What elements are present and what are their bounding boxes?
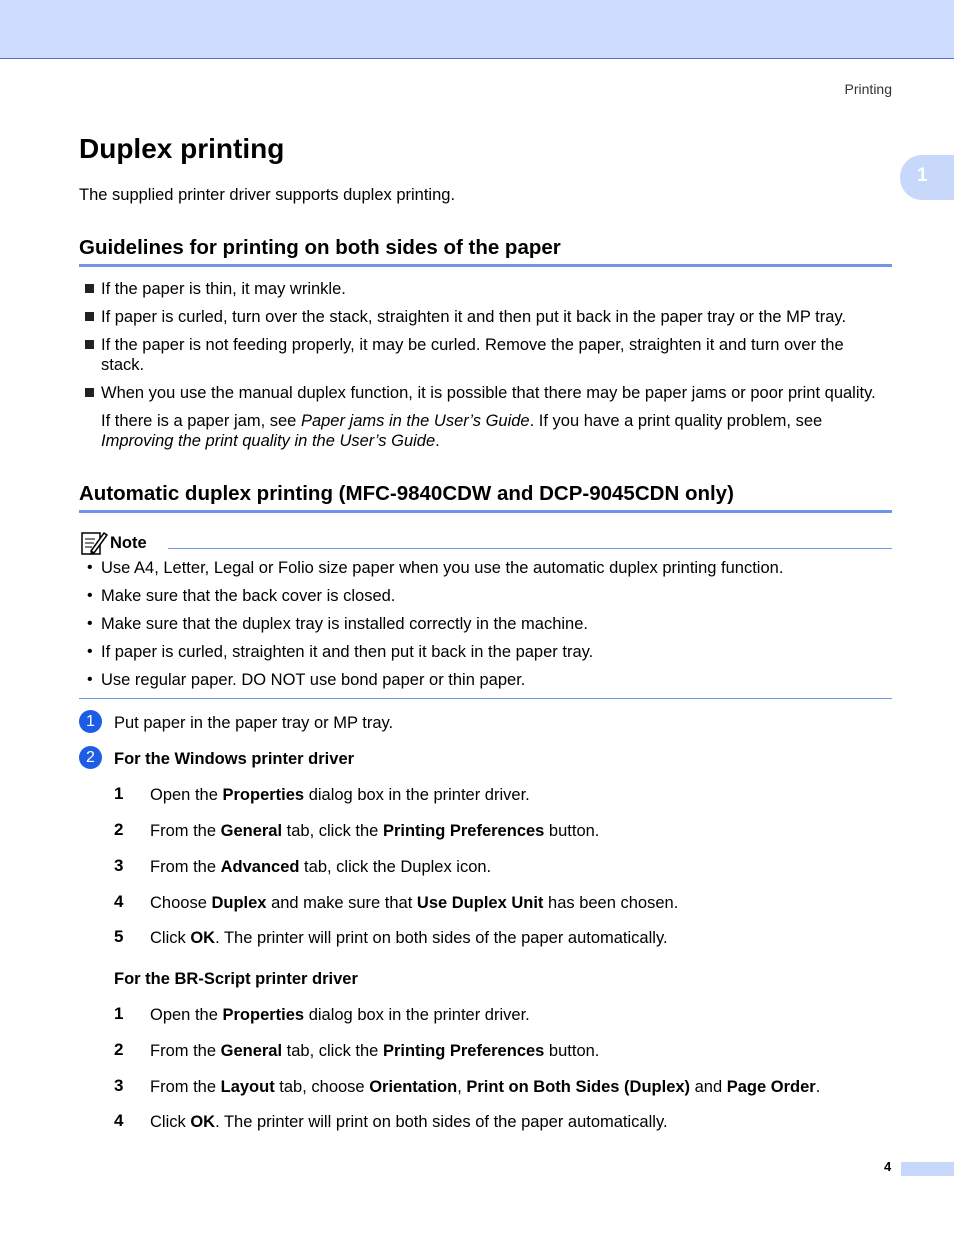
automatic-rule bbox=[79, 510, 892, 513]
guideline-item: If the paper is thin, it may wrinkle. bbox=[101, 280, 346, 298]
bullet-dot: • bbox=[87, 671, 93, 688]
followup-text: If there is a paper jam, see bbox=[101, 412, 301, 430]
brscript-substep: Click OK. The printer will print on both sides of the paper automatically. bbox=[150, 1113, 668, 1131]
note-item: If paper is curled, straighten it and then put it back in the paper tray. bbox=[101, 643, 594, 661]
windows-substep: From the Advanced tab, click the Duplex icon. bbox=[150, 858, 492, 876]
bullet-square bbox=[85, 284, 94, 293]
note-item: Make sure that the duplex tray is installed correctly in the machine. bbox=[101, 615, 588, 633]
guidelines-heading: Guidelines for printing on both sides of the paper bbox=[79, 236, 561, 259]
brscript-substep: From the General tab, click the Printing Preferences button. bbox=[150, 1042, 600, 1060]
brscript-driver-heading: For the BR-Script printer driver bbox=[114, 970, 358, 988]
brscript-substep: Open the Properties dialog box in the printer driver. bbox=[150, 1006, 530, 1024]
windows-substep: From the General tab, click the Printing Preferences button. bbox=[150, 822, 600, 840]
windows-driver-heading: For the Windows printer driver bbox=[114, 750, 355, 768]
note-rule bbox=[168, 548, 892, 549]
bullet-dot: • bbox=[87, 615, 93, 632]
windows-substep: Choose Duplex and make sure that Use Duplex Unit has been chosen. bbox=[150, 894, 679, 912]
print-quality-text bbox=[101, 431, 440, 451]
section-label: Printing bbox=[844, 81, 892, 97]
substep-number: 4 bbox=[114, 892, 124, 911]
note-item: Use regular paper. DO NOT use bond paper or thin paper. bbox=[101, 671, 526, 689]
substep-number: 2 bbox=[114, 1040, 124, 1059]
note-end-rule bbox=[79, 698, 892, 699]
paper-jam-text bbox=[101, 411, 822, 431]
paper-jams-link[interactable]: Paper jams in the User’s Guide bbox=[300, 412, 530, 430]
substep-number: 1 bbox=[114, 1004, 124, 1023]
followup-text: . bbox=[435, 432, 440, 450]
bullet-square bbox=[85, 340, 94, 349]
substep-number: 3 bbox=[114, 1076, 124, 1095]
page-number: 4 bbox=[884, 1159, 892, 1174]
guideline-item: If the paper is not feeding properly, it may be curled. Remove the paper, straighten it and turn over the bbox=[101, 336, 844, 354]
page-number-bar bbox=[901, 1162, 954, 1176]
step-1-badge: 1 bbox=[79, 710, 102, 733]
step-1-text: Put paper in the paper tray or MP tray. bbox=[114, 714, 394, 732]
chapter-tab bbox=[900, 155, 954, 200]
windows-substep: Open the Properties dialog box in the printer driver. bbox=[150, 786, 530, 804]
bullet-dot: • bbox=[87, 643, 93, 660]
substep-number: 1 bbox=[114, 784, 124, 803]
note-item: Use A4, Letter, Legal or Folio size paper when you use the automatic duplex printing function. bbox=[101, 559, 784, 577]
chapter-number: 1 bbox=[917, 165, 928, 186]
substep-number: 4 bbox=[114, 1111, 124, 1130]
note-label: Note bbox=[110, 534, 147, 552]
followup-text: . If you have a print quality problem, see bbox=[529, 412, 823, 430]
bullet-dot: • bbox=[87, 559, 93, 576]
guideline-item-continued: stack. bbox=[101, 356, 145, 374]
substep-number: 3 bbox=[114, 856, 124, 875]
print-quality-link[interactable]: Improving the print quality in the User’s Guide bbox=[101, 432, 436, 450]
substep-number: 5 bbox=[114, 927, 124, 946]
intro-text: The supplied printer driver supports duplex printing. bbox=[79, 186, 456, 204]
guidelines-rule bbox=[79, 264, 892, 267]
step-2-badge: 2 bbox=[79, 746, 102, 769]
header-band bbox=[0, 0, 954, 59]
bullet-square bbox=[85, 312, 94, 321]
note-pencil-icon bbox=[80, 530, 108, 556]
guideline-item: When you use the manual duplex function, it is possible that there may be paper jams or poor print quality. bbox=[101, 384, 876, 402]
bullet-square bbox=[85, 388, 94, 397]
substep-number: 2 bbox=[114, 820, 124, 839]
guideline-item: If paper is curled, turn over the stack, straighten it and then put it back in the paper tray or the MP tray. bbox=[101, 308, 847, 326]
windows-substep: Click OK. The printer will print on both sides of the paper automatically. bbox=[150, 929, 668, 947]
page-title: Duplex printing bbox=[79, 133, 285, 164]
automatic-heading: Automatic duplex printing (MFC-9840CDW and DCP-9045CDN only) bbox=[79, 482, 734, 505]
note-item: Make sure that the back cover is closed. bbox=[101, 587, 396, 605]
bullet-dot: • bbox=[87, 587, 93, 604]
brscript-substep: From the Layout tab, choose Orientation, Print on Both Sides (Duplex) and Page Order. bbox=[150, 1078, 821, 1096]
